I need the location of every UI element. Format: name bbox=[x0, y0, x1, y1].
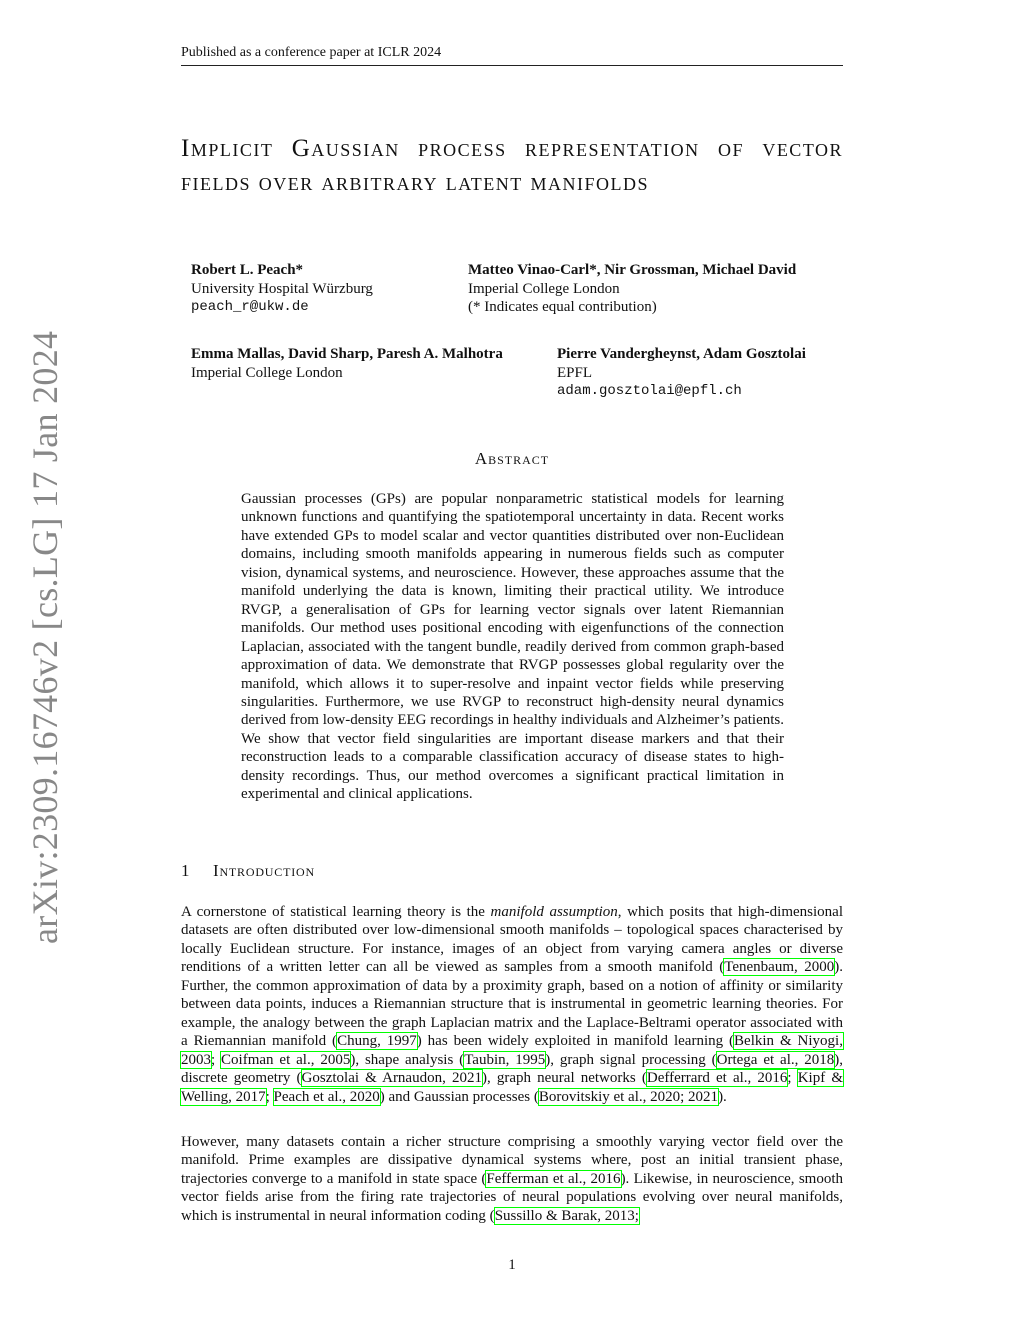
text-run: ), graph signal processing ( bbox=[545, 1051, 717, 1068]
text-run: ), discrete geometry ( bbox=[181, 1051, 843, 1087]
intro-paragraph-2 bbox=[181, 1133, 843, 1225]
section-number: 1 bbox=[181, 861, 191, 880]
text-run: ). bbox=[718, 1088, 727, 1105]
arxiv-identifier-stamp: arXiv:2309.16746v2 [cs.LG] 17 Jan 2024 bbox=[25, 330, 65, 944]
citation-link[interactable]: Belkin & Niyogi, 2003 bbox=[181, 1033, 843, 1068]
citation-link[interactable]: Kipf & Welling, 2017 bbox=[181, 1070, 843, 1105]
citation-link[interactable]: Sussillo & Barak, 2013; bbox=[494, 1207, 639, 1224]
author-names: Matteo Vinao-Carl*, Nir Grossman, Michael David bbox=[468, 262, 797, 278]
citation-link[interactable]: Ortega et al., 2018 bbox=[716, 1051, 835, 1068]
citation-link[interactable]: Fefferman et al., 2016 bbox=[486, 1170, 621, 1187]
text-run: ) has been widely exploited in manifold learning ( bbox=[416, 1033, 735, 1050]
author-email[interactable]: adam.gosztolai@epfl.ch bbox=[557, 383, 742, 399]
text-run: ), shape analysis ( bbox=[350, 1051, 465, 1068]
author-affiliation: Imperial College London bbox=[468, 280, 620, 297]
citation-link[interactable]: Coifman et al., 2005 bbox=[221, 1051, 351, 1068]
author-affiliation: EPFL bbox=[557, 364, 593, 381]
abstract-body: Gaussian processes (GPs) are popular nonparametric statistical models for learning unknown functions and quantifying the spatiotemporal uncertainty in data. Recent works have extended GPs to model scalar and vector quantities distributed over non-Euclidean domains, including smooth manifolds appearing in numerous fields such as computer vision, dynamical systems, and neuroscience. However, these approaches assume that the manifold underlying the data is known, limiting their practical utility. We introduce RVGP, a generalisation of GPs for learning vector signals over latent Riemannian manifolds. Our method uses positional encoding with eigenfunctions of the connection Laplacian, associated with the tangent bundle, readily derived from common graph-based approximation of data. We demonstrate that RVGP possesses global regularity over the manifold, which allows it to super-resolve and inpaint vector fields while preserving singularities. Furthermore, we use RVGP to reconstruct high-density neural dynamics derived from low-density EEG recordings in healthy individuals and Alzheimer’s patients. We show that vector field singularities are important disease markers and that their reconstruction leads to a comparable classification accuracy of disease states to high-density recordings. Thus, our method overcomes a significant practical limitation in experimental and clinical applications. bbox=[241, 491, 784, 803]
text-run: ), graph neural networks ( bbox=[481, 1070, 647, 1087]
section-title: Introduction bbox=[213, 861, 315, 880]
text-run: ; bbox=[265, 1088, 274, 1105]
citation-link[interactable]: Peach et al., 2020 bbox=[273, 1088, 380, 1105]
author-email[interactable]: peach_r@ukw.de bbox=[191, 299, 309, 315]
author-block-4 bbox=[557, 345, 806, 401]
paper-title: Implicit Gaussian process representation of vector fields over arbitrary latent manifolds bbox=[181, 135, 843, 196]
emphasis-text: manifold assumption bbox=[490, 904, 618, 920]
page-number: 1 bbox=[508, 1257, 516, 1273]
citation-link[interactable]: Chung, 1997 bbox=[337, 1033, 417, 1050]
text-run: ). Likewise, in neuroscience, smooth vector fields arise from the firing rate trajectories of neural populations evolving over neural manifolds, which is instrumental in neural information coding ( bbox=[181, 1170, 843, 1224]
equal-contribution-note: (* Indicates equal contribution) bbox=[468, 299, 657, 315]
author-affiliation: Imperial College London bbox=[191, 364, 343, 381]
text-run: ; bbox=[211, 1051, 222, 1068]
running-header: Published as a conference paper at ICLR 2024 bbox=[181, 44, 843, 66]
text-run: ; bbox=[787, 1070, 798, 1087]
text-run: ) and Gaussian processes ( bbox=[379, 1088, 539, 1105]
section-heading-introduction bbox=[181, 860, 843, 882]
citation-link[interactable]: Borovitskiy et al., 2020; 2021 bbox=[538, 1088, 719, 1105]
citation-link[interactable]: Defferrard et al., 2016 bbox=[646, 1070, 788, 1087]
citation-link[interactable]: Tenenbaum, 2000 bbox=[724, 959, 835, 976]
intro-paragraph-1 bbox=[181, 903, 843, 1106]
author-block-3 bbox=[191, 345, 503, 382]
text-run: , which posits that high-dimensional datasets are often distributed over low-dimensional smooth manifolds – topological spaces characterised by locally Euclidean structure. For instance, images of an object from varying camera angles or diverse renditions of a written letter can all be viewed as samples from a smooth manifold ( bbox=[181, 904, 843, 976]
author-names: Emma Mallas, David Sharp, Paresh A. Malhotra bbox=[191, 346, 503, 362]
author-affiliation: University Hospital Würzburg bbox=[191, 280, 373, 297]
author-block-1 bbox=[191, 261, 373, 317]
author-names: Pierre Vandergheynst, Adam Gosztolai bbox=[557, 346, 806, 362]
text-run: However, many datasets contain a richer structure comprising a smoothly varying vector field over the manifold. Prime examples are dissipative dynamical systems where, post an initial transient phase, trajectories converge to a manifold in state space ( bbox=[181, 1134, 843, 1187]
citation-link[interactable]: Taubin, 1995 bbox=[464, 1051, 546, 1068]
abstract-heading: Abstract bbox=[474, 449, 550, 468]
author-names: Robert L. Peach* bbox=[191, 262, 304, 278]
text-run: A cornerstone of statistical learning theory is the bbox=[181, 904, 491, 920]
text-run: ). Further, the common approximation of data by a proximity graph, based on a notion of affinity or similarity between data points, induces a Riemannian structure that is instrumental in geometric learning theories. For example, the analogy between the graph Laplacian matrix and the Laplace-Beltrami operator associated with a Riemannian manifold ( bbox=[181, 959, 843, 1050]
author-block-2 bbox=[468, 261, 796, 317]
citation-link[interactable]: Gosztolai & Arnaudon, 2021 bbox=[301, 1070, 482, 1087]
